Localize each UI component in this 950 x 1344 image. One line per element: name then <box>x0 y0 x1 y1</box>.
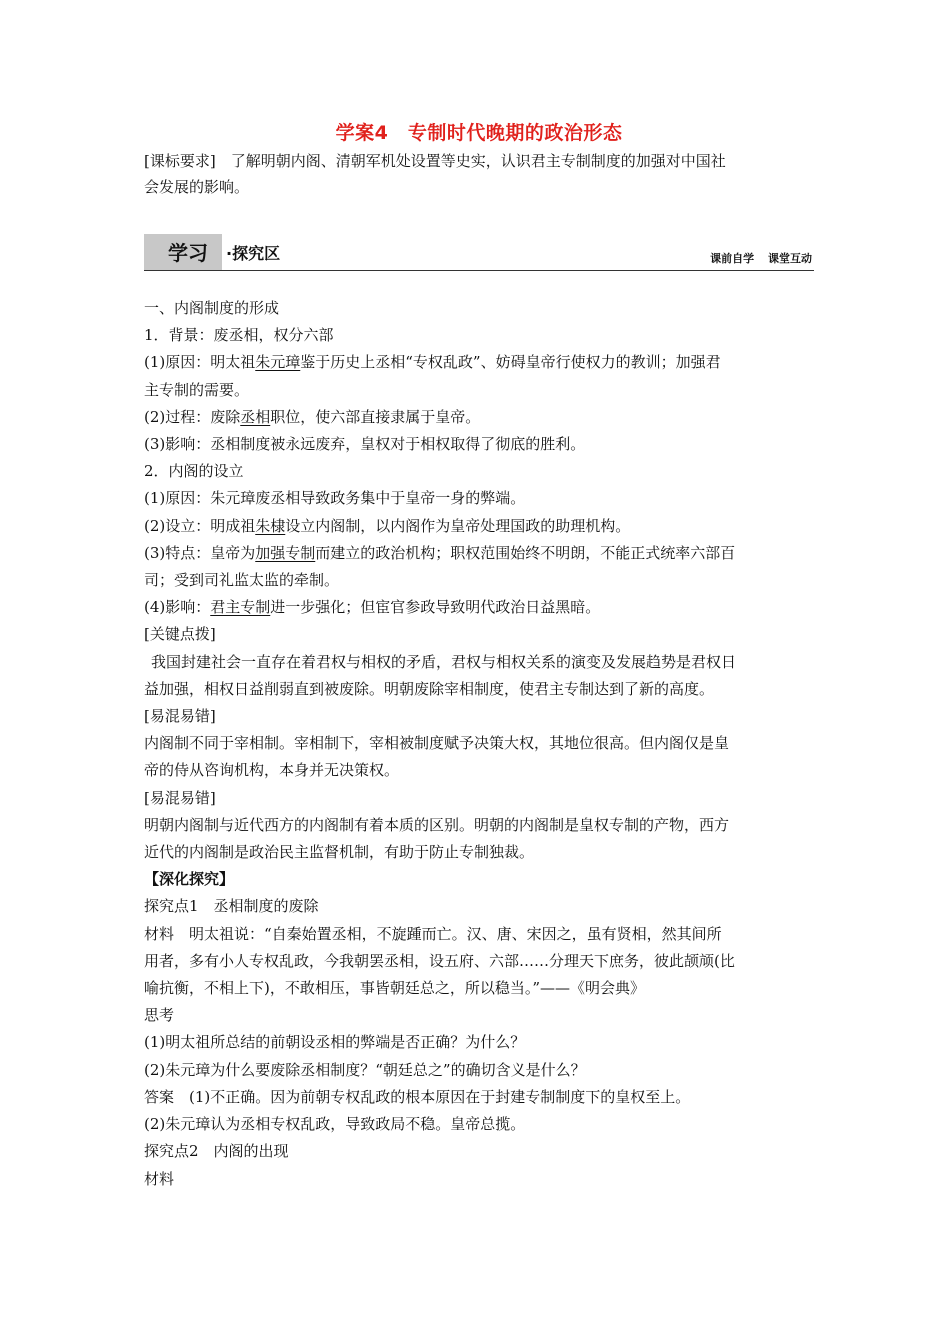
document-page <box>144 118 814 1193</box>
paragraph-line: (3)影响：丞相制度被永远废弃，皇权对于相权取得了彻底的胜利。 <box>144 435 586 454</box>
answer-line: 答案 (1)不正确。因为前朝专权乱政的根本原因在于封建专制制度下的皇权至上。 <box>144 1087 691 1106</box>
banner-label-sub: ·探究区 <box>226 244 281 263</box>
section-heading: 一、内阁制度的形成 <box>144 299 280 317</box>
page-title: 学案4 专制时代晚期的政治形态 <box>335 122 623 144</box>
common-mistakes-label: [易混易错] <box>144 707 216 726</box>
paragraph-line: (1)原因：朱元璋废丞相导致政务集中于皇帝一身的弊端。 <box>144 489 526 508</box>
paragraph-line: 我国封建社会一直存在着君权与相权的矛盾，君权与相权关系的演变及发展趋势是君权日 <box>151 652 737 671</box>
requirement-line: [课标要求] 了解明朝内阁、清朝军机处设置等史实，认识君主专制制度的加强对中国社 <box>144 152 726 170</box>
paragraph-line: 帝的侍从咨询机构，本身并无决策权。 <box>144 761 400 780</box>
question-line: (2)朱元璋为什么要废除丞相制度？“朝廷总之”的确切含义是什么？ <box>144 1060 586 1079</box>
material-line: 用者，多有小人专权乱政，今我朝罢丞相，设五府、六部……分理天下庶务，彼此颉颃(比 <box>144 951 735 970</box>
paragraph-line: 司；受到司礼监太监的牵制。 <box>144 571 340 590</box>
banner-right-text: 课前自学 课堂互动 <box>710 252 812 265</box>
answer-line: (2)朱元璋认为丞相专权乱政，导致政局不稳。皇帝总揽。 <box>144 1115 526 1134</box>
paragraph-line: (2)过程：废除丞相职位，使六部直接隶属于皇帝。 <box>144 407 481 426</box>
material-label: 材料 <box>144 1169 175 1188</box>
material-line: 喻抗衡，不相上下)，不敢相压，事皆朝廷总之，所以稳当。”——《明会典》 <box>144 979 646 998</box>
inquiry-point-title: 探究点2 内阁的出现 <box>144 1142 289 1161</box>
think-label: 思考 <box>144 1006 175 1025</box>
deep-inquiry-label: 【深化探究】 <box>144 870 235 889</box>
paragraph-line: 明朝内阁制与近代西方的内阁制有着本质的区别。明朝的内阁制是皇权专制的产物，西方 <box>144 815 730 834</box>
underlined-term: 加强专制 <box>255 543 316 562</box>
underlined-term: 朱元璋 <box>255 353 301 372</box>
section-banner <box>144 234 814 271</box>
curriculum-requirement <box>144 148 814 200</box>
paragraph-line: (3)特点：皇帝为加强专制而建立的政治机构；职权范围始终不明朗，不能正式统率六部百 <box>144 543 736 562</box>
document-body <box>144 295 814 1193</box>
paragraph-line: (1)原因：明太祖朱元璋鉴于历史上丞相“专权乱政”、妨碍皇帝行使权力的教训；加强君 <box>144 353 721 372</box>
paragraph-line: 主专制的需要。 <box>144 380 250 399</box>
banner-label-main: 学习 <box>168 241 208 265</box>
key-points-label: [关键点拨] <box>144 625 216 644</box>
paragraph-line: (2)设立：明成祖朱棣设立内阁制，以内阁作为皇帝处理国政的助理机构。 <box>144 516 631 535</box>
underlined-term: 君主专制 <box>210 598 271 617</box>
requirement-line: 会发展的影响。 <box>144 178 250 196</box>
question-line: (1)明太祖所总结的前朝设丞相的弊端是否正确？为什么？ <box>144 1033 526 1052</box>
subheading: 1．背景：废丞相，权分六部 <box>144 326 334 345</box>
material-line: 材料 明太祖说：“自秦始置丞相，不旋踵而亡。汉、唐、宋因之，虽有贤相，然其间所 <box>144 924 722 943</box>
common-mistakes-label: [易混易错] <box>144 788 216 807</box>
paragraph-line: (4)影响：君主专制进一步强化；但宦官参政导致明代政治日益黑暗。 <box>144 598 601 617</box>
underlined-term: 丞相 <box>240 407 271 426</box>
paragraph-line: 益加强，相权日益削弱直到被废除。明朝废除宰相制度，使君主专制达到了新的高度。 <box>144 679 715 698</box>
paragraph-line: 近代的内阁制是政治民主监督机制，有助于防止专制独裁。 <box>144 843 535 862</box>
inquiry-point-title: 探究点1 丞相制度的废除 <box>144 897 319 916</box>
paragraph-line: 内阁制不同于宰相制。宰相制下，宰相被制度赋予决策大权，其地位很高。但内阁仅是皇 <box>144 734 730 753</box>
underlined-term: 朱棣 <box>255 516 286 535</box>
subheading: 2．内阁的设立 <box>144 462 244 481</box>
